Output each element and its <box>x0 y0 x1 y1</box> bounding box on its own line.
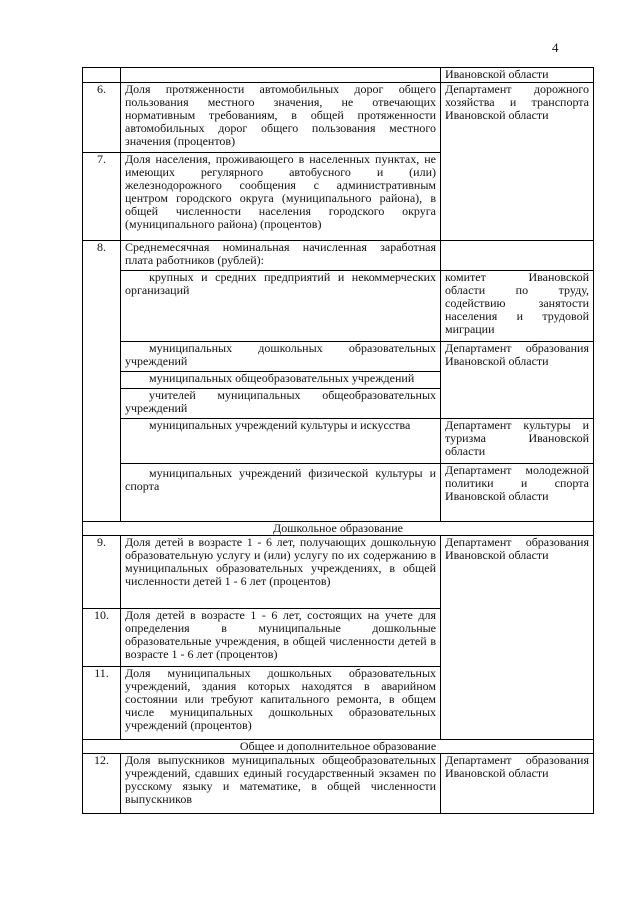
table-row <box>83 271 594 342</box>
department-text: Департамент культуры и туризма Ивановской области <box>441 419 594 464</box>
indicator-text: Доля населения, проживающего в населенных пунктах, не имеющих регулярного автобусного и (или) железнодорожного сообщения с административным центром городского округа (муниципального района), в общей численности населения городского округа (муниципального района) (процентов) <box>121 153 441 241</box>
table-row <box>83 342 594 372</box>
department-text: Департамент образования Ивановской области <box>441 342 594 419</box>
indicator-text: Среднемесячная номинальная начисленная заработная плата работников (рублей): <box>121 241 441 271</box>
row-number <box>83 68 121 83</box>
department-text: Департамент образования Ивановской области <box>441 754 594 814</box>
table-row <box>83 419 594 464</box>
section-heading: Общее и дополнительное образование <box>83 740 594 754</box>
indicator-text: Доля муниципальных дошкольных образовательных учреждений, здания которых находятся в аварийном состоянии или требуют капитального ремонта, в общем числе муниципальных дошкольных образовательных учреждений (процентов) <box>121 667 441 740</box>
department-text: Ивановской области <box>441 68 594 83</box>
department-text <box>441 241 594 271</box>
table-row <box>83 68 594 83</box>
indicator-text: Доля детей в возрасте 1 - 6 лет, состоящих на учете для определения в муниципальные дошкольные образовательные учреждения, в общей численности детей в возрасте 1 - 6 лет (процентов) <box>121 609 441 667</box>
row-number: 6. <box>83 83 121 153</box>
indicator-text: учителей муниципальных общеобразовательных учреждений <box>121 389 441 419</box>
indicator-text: Доля выпускников муниципальных общеобразовательных учреждений, сдавших единый государственный экзамен по русскому языку и математике, в общей численности выпускников <box>121 754 441 814</box>
table-row <box>83 241 594 271</box>
table-row <box>83 536 594 609</box>
department-text: Департамент образования Ивановской области <box>441 536 594 740</box>
row-number: 11. <box>83 667 121 740</box>
row-number: 10. <box>83 609 121 667</box>
section-row <box>83 740 594 754</box>
indicator-text: муниципальных общеобразовательных учреждений <box>121 372 441 389</box>
indicator-text: муниципальных дошкольных образовательных учреждений <box>121 342 441 372</box>
indicators-table <box>82 67 594 814</box>
row-number: 7. <box>83 153 121 241</box>
indicator-text: крупных и средних предприятий и некоммерческих организаций <box>121 271 441 342</box>
section-heading: Дошкольное образование <box>83 522 594 536</box>
page-number: 4 <box>552 40 559 55</box>
indicator-text: Доля протяженности автомобильных дорог общего пользования местного значения, не отвечающих нормативным требованиям, в общей протяженности автомобильных дорог общего пользования местного значения (процентов) <box>121 83 441 153</box>
table-row <box>83 464 594 522</box>
department-text: Департамент молодежной политики и спорта Ивановской области <box>441 464 594 522</box>
department-text: Департамент дорожного хозяйства и транспорта Ивановской области <box>441 83 594 241</box>
table-row <box>83 83 594 153</box>
row-number: 12. <box>83 754 121 814</box>
indicator-text: Доля детей в возрасте 1 - 6 лет, получающих дошкольную образовательную услугу и (или) услугу по их содержанию в муниципальных образовательных учреждениях, в общей численности детей 1 - 6 лет (процентов) <box>121 536 441 609</box>
indicator-text: муниципальных учреждений физической культуры и спорта <box>121 464 441 522</box>
indicator-text <box>121 68 441 83</box>
section-row <box>83 522 594 536</box>
row-number: 8. <box>83 241 121 522</box>
row-number: 9. <box>83 536 121 609</box>
department-text: комитет Ивановской области по труду, содействию занятости населения и трудовой миграции <box>441 271 594 342</box>
indicator-text: муниципальных учреждений культуры и искусства <box>121 419 441 464</box>
table-row <box>83 754 594 814</box>
